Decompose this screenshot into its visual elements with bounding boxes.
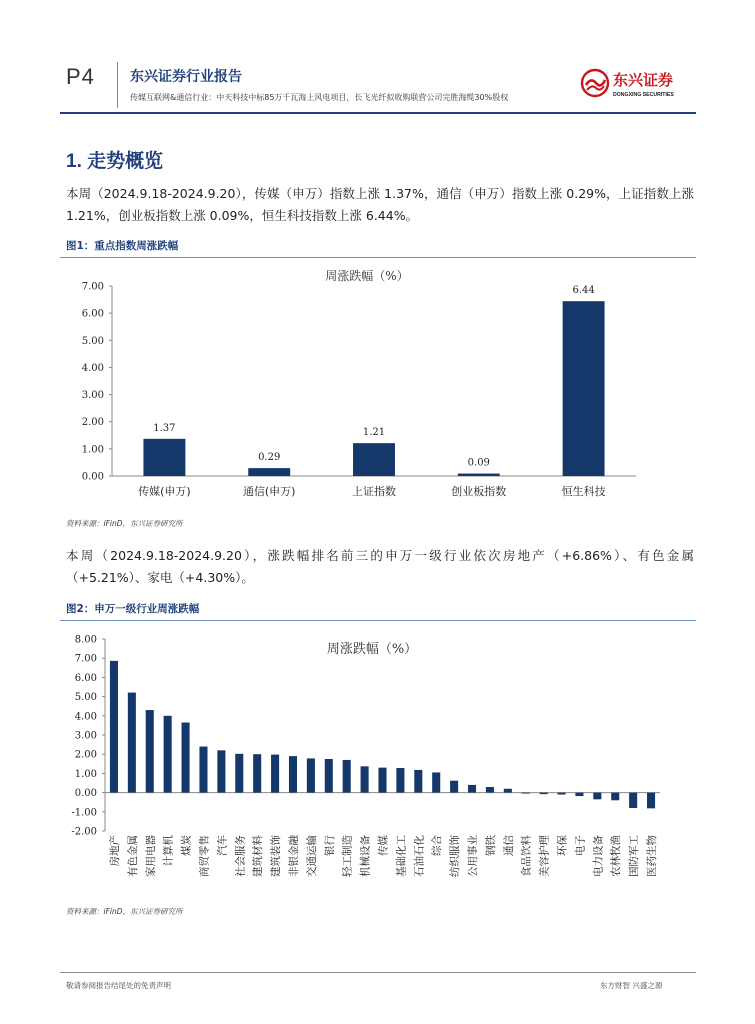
category-label: 煤炭 [180, 835, 193, 856]
y-tick-label: 2.00 [74, 749, 97, 761]
y-tick-label: 3.00 [74, 730, 97, 742]
bar [361, 766, 369, 792]
bar [396, 768, 404, 793]
category-label: 传媒 [377, 835, 390, 856]
bar [458, 474, 500, 476]
bar [248, 468, 290, 476]
y-tick-label: 4.00 [74, 711, 97, 723]
bar [271, 755, 279, 793]
bar [558, 793, 566, 795]
y-tick-label: 3.00 [81, 390, 104, 402]
data-label: 1.21 [362, 427, 386, 439]
bar [110, 661, 118, 793]
category-label: 电子 [574, 835, 587, 856]
figure2-rule [60, 620, 696, 621]
y-tick-label: 5.00 [81, 335, 104, 347]
header-rule [60, 112, 696, 114]
bar [432, 772, 440, 792]
bar [217, 750, 225, 792]
logo-text: 东兴证券 [613, 71, 674, 89]
bar [504, 789, 512, 793]
chart-title: 周涨跌幅（%） [326, 642, 418, 657]
bar [307, 758, 315, 792]
figure1-source: 资料来源：iFinD，东兴证券研究所 [66, 519, 183, 528]
footer-rule [60, 972, 696, 973]
figure1-title: 图1：重点指数周涨跌幅 [66, 240, 179, 252]
category-label: 美容护理 [538, 835, 551, 877]
category-label: 社会服务 [234, 835, 247, 877]
category-label: 通信(申万) [242, 485, 296, 498]
category-label: 房地产 [108, 835, 121, 867]
category-label: 银行 [323, 835, 336, 856]
category-label: 通信 [502, 835, 515, 856]
bar [199, 747, 207, 793]
y-tick-label: 7.00 [81, 281, 104, 293]
data-label: 6.44 [572, 285, 595, 297]
report-title: 东兴证券行业报告 [130, 69, 242, 85]
chart-title: 周涨跌幅（%） [325, 269, 409, 283]
data-label: 0.29 [258, 452, 281, 464]
bar [486, 787, 494, 793]
bar [647, 793, 655, 809]
bar [143, 439, 185, 476]
category-label: 轻工制造 [341, 835, 354, 877]
category-label: 基础化工 [395, 835, 408, 877]
data-label: 0.09 [467, 457, 490, 469]
chart-industry-weekly-change [60, 625, 696, 900]
bar [289, 756, 297, 792]
y-tick-label: 4.00 [81, 362, 104, 374]
y-tick-label: 1.00 [81, 444, 104, 456]
bar [128, 693, 136, 793]
category-label: 传媒(申万) [138, 485, 191, 498]
category-label: 家用电器 [144, 835, 157, 877]
category-label: 恒生科技 [561, 485, 606, 498]
figure2-title: 图2：申万一级行业周涨跌幅 [66, 603, 200, 615]
y-tick-label: 1.00 [74, 768, 97, 780]
section-title: 1. 走势概览 [66, 151, 164, 172]
category-label: 综合 [431, 835, 444, 856]
bar [353, 443, 395, 476]
category-label: 商贸零售 [198, 835, 211, 877]
y-tick-label: 6.00 [74, 672, 97, 684]
chart-index-weekly-change [60, 262, 696, 512]
bar [468, 785, 476, 793]
category-label: 建筑材料 [252, 835, 265, 877]
footer-slogan: 东方财智 兴盛之源 [600, 981, 663, 990]
bar [235, 754, 243, 793]
y-tick-label: -1.00 [71, 807, 97, 819]
bar [593, 793, 601, 800]
header-divider [117, 62, 118, 108]
figure2-source: 资料来源：iFinD，东兴证券研究所 [66, 907, 183, 916]
category-label: 电力设备 [592, 835, 605, 877]
bar [629, 793, 637, 808]
paragraph-industry-summary: 本周（2024.9.18-2024.9.20），涨跌幅排名前三的申万一级行业依次房地产（+6.86%）、有色金属（+5.21%）、家电（+4.30%）。 [66, 548, 694, 585]
report-subtitle: 传媒互联网&通信行业：中天科技中标85万千瓦海上风电项目，长飞光纤拟收购联营公司完胜海缆30%股权 [130, 93, 509, 102]
bar [522, 793, 530, 794]
y-tick-label: -2.00 [71, 826, 97, 838]
category-label: 环保 [556, 835, 569, 856]
bar [164, 716, 172, 793]
company-logo [580, 68, 702, 100]
category-label: 国防军工 [628, 835, 641, 877]
category-label: 农林牧渔 [610, 835, 623, 877]
y-tick-label: 2.00 [81, 417, 104, 429]
bar [450, 781, 458, 793]
category-label: 汽车 [216, 835, 229, 856]
bar [253, 754, 261, 792]
category-label: 建筑装饰 [270, 835, 283, 877]
logo-subtext: DONGXING SECURITIES [613, 92, 674, 98]
category-label: 计算机 [162, 835, 175, 867]
category-label: 食品饮料 [520, 835, 533, 877]
y-tick-label: 7.00 [74, 653, 97, 665]
bar [611, 793, 619, 801]
bar [563, 301, 605, 476]
category-label: 创业板指数 [451, 485, 507, 498]
y-tick-label: 5.00 [74, 692, 97, 704]
logo-mark-icon [580, 68, 702, 100]
y-tick-label: 0.00 [74, 788, 97, 800]
data-label: 1.37 [153, 422, 176, 434]
figure1-rule [60, 257, 696, 258]
category-label: 有色金属 [126, 835, 139, 877]
y-tick-label: 0.00 [81, 471, 104, 483]
category-label: 钢铁 [484, 835, 497, 856]
bar [575, 793, 583, 796]
category-label: 石油石化 [413, 835, 426, 877]
bar [146, 710, 154, 793]
page-number: P4 [66, 64, 95, 89]
bar [378, 768, 386, 793]
category-label: 公用事业 [467, 835, 480, 877]
category-label: 机械设备 [359, 835, 372, 877]
bar [540, 793, 548, 795]
category-label: 医药生物 [646, 835, 659, 877]
bar [343, 760, 351, 793]
category-label: 纺织服饰 [449, 835, 462, 877]
category-label: 非银金融 [287, 835, 300, 877]
y-tick-label: 6.00 [81, 308, 104, 320]
footer-disclaimer: 敬请参阅报告结尾处的免责声明 [66, 981, 171, 990]
category-label: 上证指数 [352, 485, 396, 498]
y-tick-label: 8.00 [74, 634, 97, 646]
bar [325, 759, 333, 793]
bar [414, 770, 422, 793]
paragraph-index-summary: 本周（2024.9.18-2024.9.20），传媒（申万）指数上涨 1.37%，通信（申万）指数上涨 0.29%，上证指数上涨 1.21%，创业板指数上涨 0.09%，恒生科技指数上涨 6.44%。 [66, 186, 694, 223]
category-label: 交通运输 [305, 835, 318, 877]
bar [182, 723, 190, 793]
